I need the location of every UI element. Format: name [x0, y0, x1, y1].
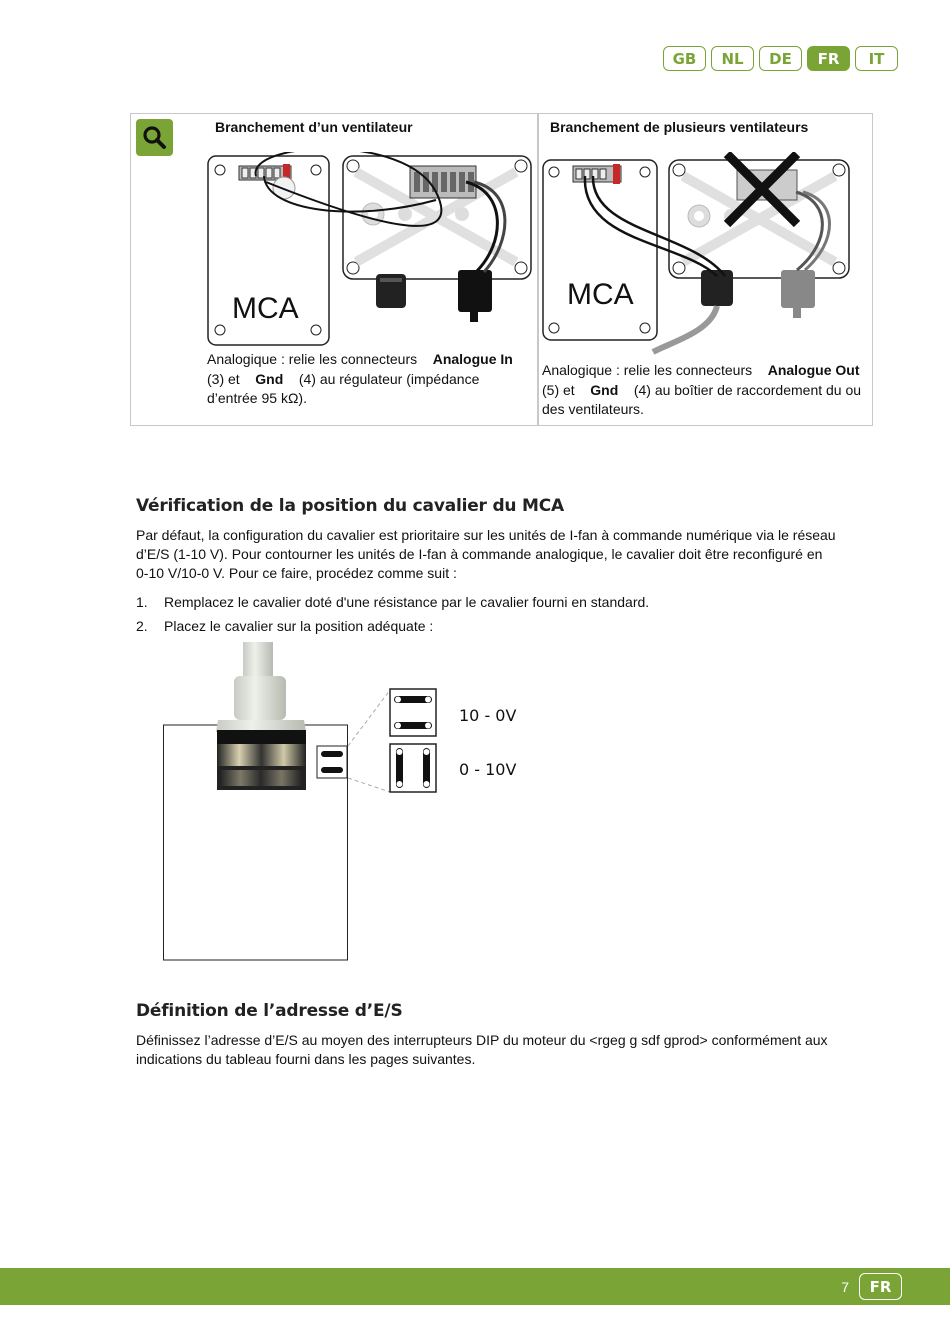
- table-divider: [537, 114, 539, 425]
- language-tabs: [663, 46, 898, 71]
- step-number: 1.: [136, 594, 148, 610]
- paragraph-line: Par défaut, la configuration du cavalier est prioritaire sur les unités de I-fan à commande numérique via le réseau: [136, 527, 836, 543]
- paragraph-line: d’E/S (1-10 V). Pour contourner les unités de I-fan à commande analogique, le cavalier doit être reconfiguré en: [136, 546, 823, 563]
- footer-lang-badge: FR: [859, 1273, 902, 1300]
- desc-text: Analogique : relie les connecteurs: [542, 362, 753, 378]
- single-fan-title: Branchement d’un ventilateur: [215, 119, 413, 135]
- footer-bar: [0, 1268, 950, 1305]
- single-fan-description: [207, 350, 532, 409]
- step-number: 2.: [136, 618, 148, 634]
- desc-text: (4) au boîtier de raccordement du ou: [633, 381, 862, 398]
- desc-text: d’entrée 95 kΩ).: [207, 390, 307, 406]
- lang-tab-gb[interactable]: GB: [663, 46, 706, 71]
- desc-bold-gnd: Gnd: [590, 381, 619, 398]
- paragraph-line: indications du tableau fourni dans les pages suivantes.: [136, 1051, 476, 1068]
- step-text: Placez le cavalier sur la position adéquate :: [164, 618, 434, 634]
- jumper-paragraph: [136, 526, 866, 584]
- lang-tab-nl[interactable]: NL: [711, 46, 754, 71]
- magnifier-icon: [136, 119, 173, 156]
- desc-bold-gnd: Gnd: [255, 370, 284, 387]
- mca-label-right: MCA: [567, 278, 634, 311]
- single-fan-wiring-diagram: [206, 152, 536, 347]
- paragraph-line: 0-10 V/10-0 V. Pour ce faire, procédez comme suit :: [136, 565, 457, 582]
- desc-text: (5) et: [542, 381, 575, 398]
- jumper-position-diagram: [160, 640, 460, 965]
- multi-fan-title: Branchement de plusieurs ventilateurs: [550, 119, 809, 135]
- paragraph-line: Définissez l’adresse d’E/S au moyen des interrupteurs DIP du moteur du <rgeg g sdf gprod> conformément aux: [136, 1032, 828, 1048]
- jumper-label-10-0v: 10 - 0V: [459, 706, 517, 725]
- lang-tab-fr[interactable]: FR: [807, 46, 850, 71]
- jumper-heading: Vérification de la position du cavalier du MCA: [136, 496, 564, 516]
- jumper-label-0-10v: 0 - 10V: [459, 760, 517, 779]
- list-item: [136, 618, 433, 634]
- lang-tab-de[interactable]: DE: [759, 46, 802, 71]
- step-text: Remplacez le cavalier doté d'une résistance par le cavalier fourni en standard.: [164, 594, 650, 610]
- desc-text: Analogique : relie les connecteurs: [207, 351, 418, 367]
- desc-text: des ventilateurs.: [542, 401, 644, 417]
- address-heading: Définition de l’adresse d’E/S: [136, 1001, 403, 1021]
- mca-label: MCA: [232, 292, 299, 325]
- desc-text: (3) et: [207, 370, 240, 387]
- desc-bold-analogue-out: Analogue Out: [767, 362, 860, 378]
- multi-fan-description: [542, 361, 872, 420]
- lang-tab-it[interactable]: IT: [855, 46, 898, 71]
- connection-table: [130, 113, 873, 426]
- multi-fan-wiring-diagram: [541, 152, 871, 362]
- address-paragraph: [136, 1031, 866, 1069]
- page-number: 7: [841, 1279, 849, 1295]
- desc-text: (4) au régulateur (impédance: [298, 370, 480, 387]
- list-item: [136, 594, 649, 610]
- desc-bold-analogue-in: Analogue In: [432, 351, 513, 367]
